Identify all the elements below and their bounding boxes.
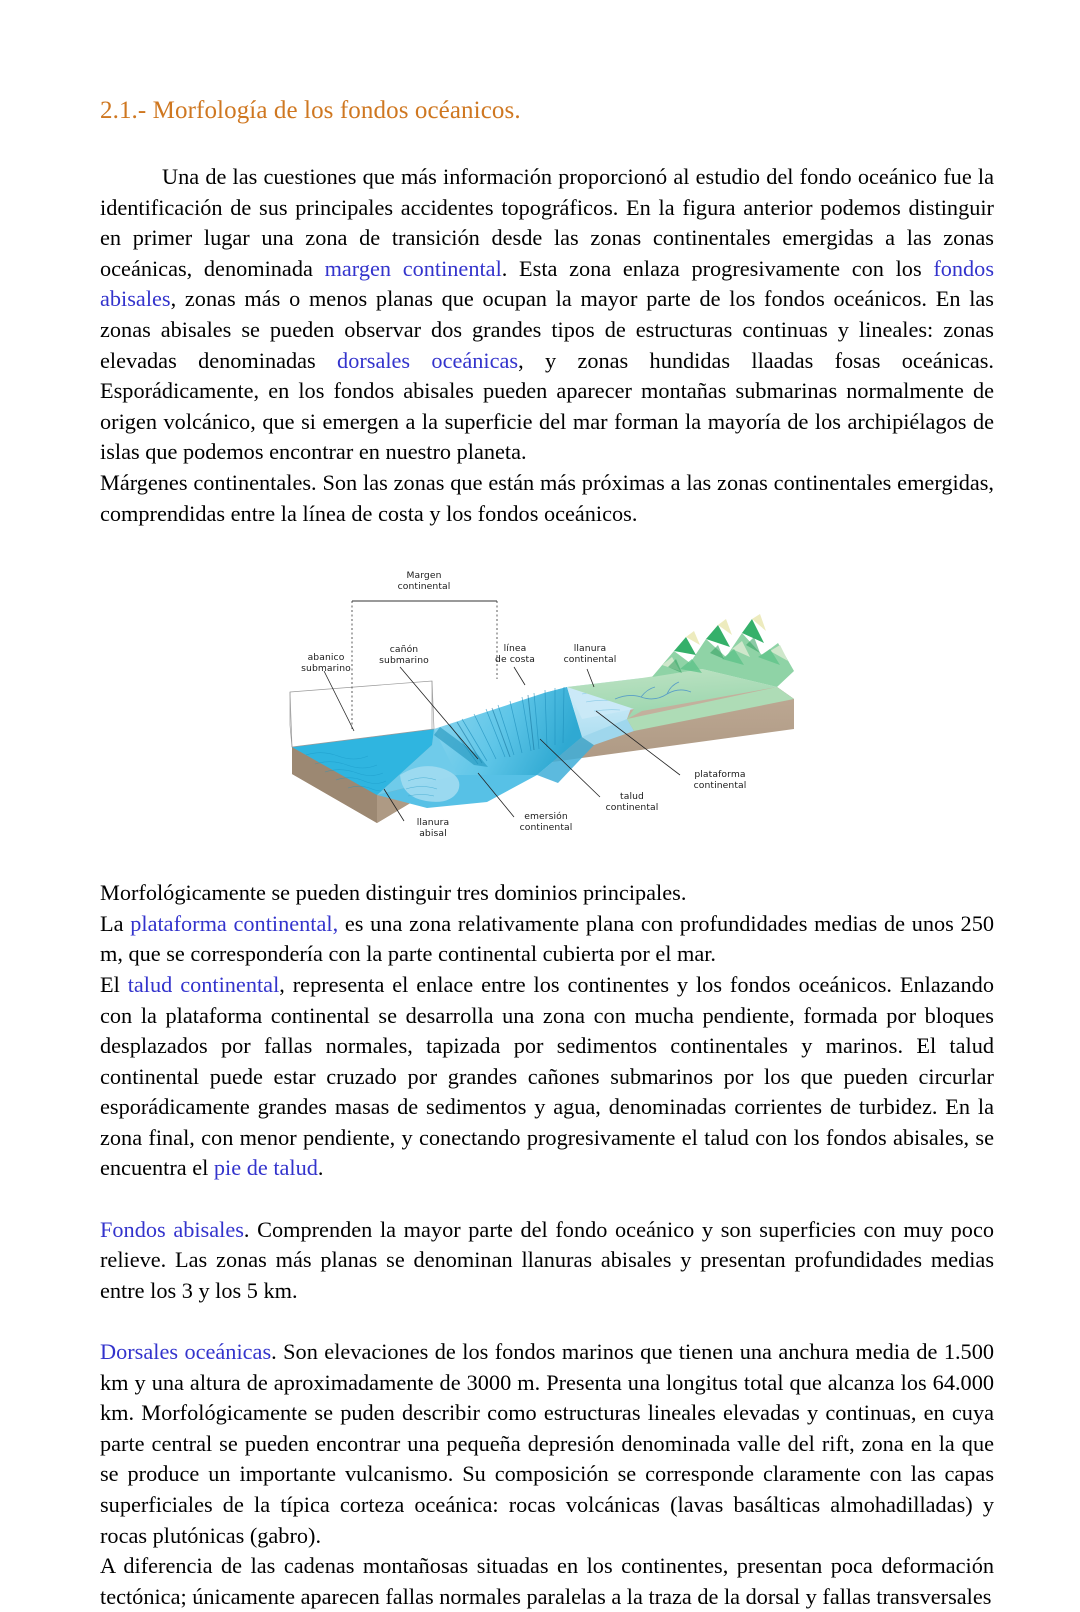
paragraph-7: [100, 1337, 994, 1551]
figure-container: [100, 559, 994, 844]
label-emersion-continental-line2: continental: [519, 822, 573, 834]
term-dorsales-oceanicas-heading: Dorsales oceánicas: [100, 1339, 272, 1365]
paragraph-1-text-d: , y zonas hundidas llaadas fosas oceánicas. Esporádicamente, en los fondos abisales pueden aparecer montañas submarinas normalmente de origen volcánico, que si emergen a la superficie del mar forman la mayoría de los archipiélagos de islas que podemos encontrar en nuestro planeta.: [100, 347, 994, 465]
label-abanico-submarino-line2: submarino: [301, 663, 351, 675]
continental-margin-diagram: [282, 559, 812, 844]
term-dorsales-oceanicas: dorsales oceánicas: [337, 347, 519, 373]
label-canon-submarino-line2: submarino: [379, 655, 429, 667]
paragraph-1-text-a: Una de las cuestiones que más información proporcionó al estudio del fondo oceánico fue la identificación de sus principales accidentes topográficos. En la figura anterior podemos distinguir en primer lugar una zona de transición desde las zonas continentales emergidas a las zonas oceánicas, denominada: [100, 164, 994, 281]
paragraph-6: [100, 1215, 994, 1307]
paragraph-8: A diferencia de las cadenas montañosas situadas en los continentes, presentan poca deformación tectónica; únicamente aparecen fallas normales paralelas a la traza de la dorsal y fallas transversales: [100, 1553, 994, 1609]
term-pie-de-talud: pie de talud: [213, 1155, 318, 1181]
label-emersion-continental-line1: emersión: [524, 811, 568, 823]
label-margen-continental-line1: Margen: [406, 570, 442, 582]
paragraph-1-text-b: . Esta zona enlaza progresivamente con los: [501, 255, 934, 281]
page-title: 2.1.- Morfología de los fondos océanicos.: [100, 97, 521, 124]
paragraph-1-text-c: , zonas más o menos planas que ocupan la mayor parte de los fondos oceánicos. En las zonas abisales se pueden observar dos grandes tipos de estructuras continuas y lineales: zonas elevadas denominadas: [100, 286, 994, 373]
label-linea-de-costa-line1: línea: [503, 643, 527, 655]
paragraph-2: Márgenes continentales. Son las zonas que están más próximas a las zonas continentales emergidas, comprendidas entre la línea de costa y los fondos oceánicos.: [100, 469, 994, 526]
label-plataforma-continental-line1: plataforma: [694, 769, 746, 781]
label-linea-de-costa-line2: de costa: [495, 654, 535, 666]
paragraph-5-text-c: .: [317, 1155, 324, 1181]
paragraph-7-text-a: . Son elevaciones de los fondos marinos que tienen una anchura media de 1.500 km y una altura de aproximadamente de 3000 m. Presenta una longitus total que alcanza los 64.000 km. Morfológicamente se puden describir como estructuras lineales elevadas y continuas, en cuya parte central se pueden encontrar una pequeña depresión denominada valle del rift, zona en la que se produce un importante vulcanismo. Su composición se corresponde claramente con las capas superficiales de la típica corteza oceánica: rocas volcánicas (lavas basálticas almohadilladas) y rocas plutónicas (gabro).: [100, 1339, 994, 1548]
label-margen-continental-line2: continental: [397, 581, 451, 593]
paragraph-5-text-a: El: [100, 971, 128, 997]
paragraph-1: [100, 162, 994, 468]
paragraph-spacer-1: [100, 1184, 994, 1215]
paragraph-6-text-a: . Comprenden la mayor parte del fondo oceánico y son superficies con muy poco relieve. Las zonas más planas se denominan llanuras abisales y presentan profundidades medias entre los 3 y los 5 km.: [100, 1216, 994, 1303]
margen-continental-bracket: [352, 601, 497, 731]
label-abanico-submarino-line1: abanico: [307, 652, 345, 664]
term-fondos-abisales: fondos abisales: [100, 255, 995, 312]
diagram-svg: [282, 559, 812, 844]
paragraph-5-text-b: , representa el enlace entre los continentes y los fondos oceánicos. Enlazando con la plataforma continental se desarrolla una zona con mucha pendiente, formada por bloques desplazados por fallas normales, tapizada por sedimentos continentales y marinos. El talud continental puede estar cruzado por grandes cañones submarinos por los que pueden circurlar esporádicamente grandes masas de sedimentos y agua, denominadas corrientes de turbidez. En la zona final, con menor pendiente, y conectando progresivamente el talud con los fondos abisales, se encuentra el: [100, 971, 994, 1181]
label-llanura-abisal-line2: abisal: [419, 828, 447, 840]
label-canon-submarino-line1: cañón: [389, 644, 419, 656]
label-plataforma-continental-line2: continental: [693, 780, 747, 792]
term-plataforma-continental: plataforma continental,: [130, 910, 339, 936]
paragraph-spacer-2: [100, 1306, 994, 1337]
term-fondos-abisales-heading: Fondos abisales: [100, 1216, 244, 1242]
label-llanura-abisal-line1: llanura: [416, 817, 450, 829]
paragraph-4-text-a: La: [100, 910, 131, 936]
term-talud-continental: talud continental: [127, 971, 280, 997]
term-margen-continental: margen continental: [324, 255, 502, 281]
paragraph-4: [100, 909, 994, 970]
label-llanura-continental-line2: continental: [563, 654, 617, 666]
paragraph-3: Morfológicamente se pueden distinguir tres dominios principales.: [100, 880, 687, 906]
label-talud-continental-line2: continental: [605, 802, 659, 814]
label-talud-continental-line1: talud: [620, 791, 644, 803]
paragraph-4-text-b: es una zona relativamente plana con profundidades medias de unos 250 m, que se correspondería con la parte continental cubierta por el mar.: [100, 910, 994, 967]
label-llanura-continental-line1: llanura: [573, 643, 607, 655]
paragraph-5: [100, 970, 994, 1184]
